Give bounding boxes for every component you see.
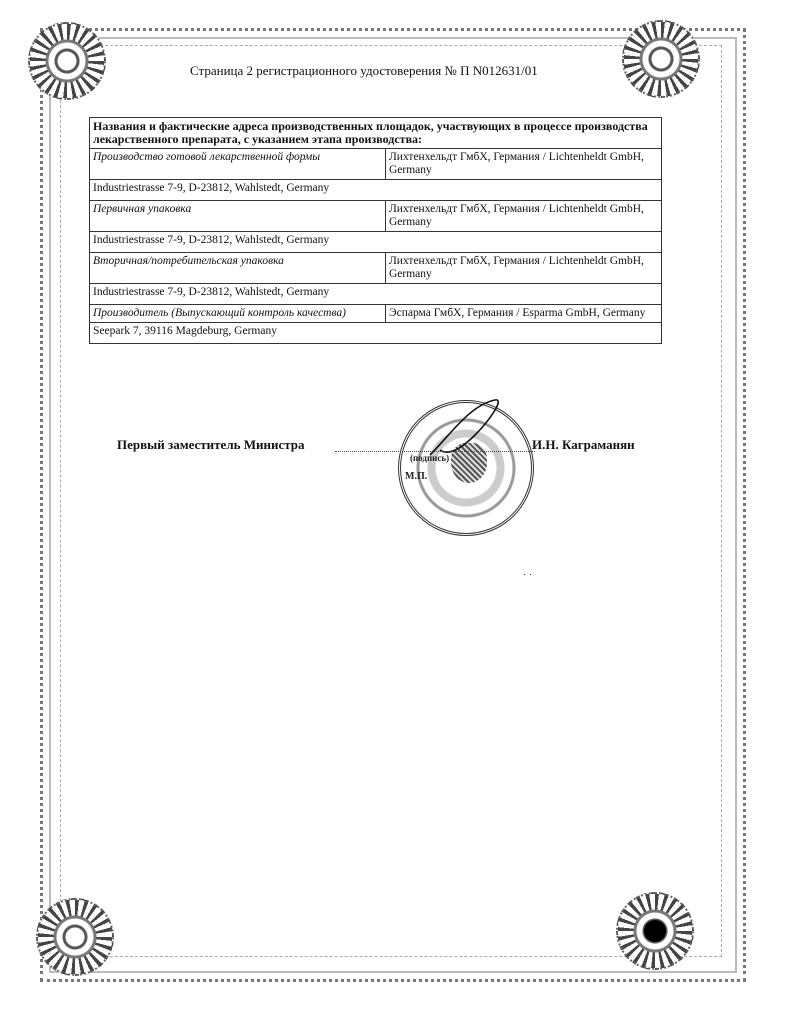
table-heading: Названия и фактические адреса производственных площадок, участвующих в процессе производства лекарственного препарата, с указанием этапа производства: (90, 118, 662, 149)
stage-cell: Вторичная/потребительская упаковка (90, 253, 386, 284)
table-row (90, 232, 662, 253)
signatory-name: И.Н. Каграманян (532, 437, 635, 452)
address-cell: Seepark 7, 39116 Magdeburg, Germany (90, 323, 662, 344)
table-row (90, 323, 662, 344)
stage-cell: Производитель (Выпускающий контроль качества) (90, 305, 386, 323)
table-heading-row (90, 118, 662, 149)
scan-speck: ˙ ˙ (523, 573, 533, 584)
address-cell: Industriestrasse 7-9, D-23812, Wahlstedt, Germany (90, 180, 662, 201)
page-title: Страница 2 регистрационного удостоверения № П N012631/01 (190, 63, 538, 78)
signatory-position: Первый заместитель Министра (117, 437, 305, 452)
corner-rosette-icon (36, 898, 114, 976)
company-cell: Эспарма ГмбХ, Германия / Esparma GmbH, Germany (386, 305, 662, 323)
stage-cell: Производство готовой лекарственной формы (90, 149, 386, 180)
corner-rosette-icon (616, 892, 694, 970)
company-cell: Лихтенхельдт ГмбХ, Германия / Lichtenheldt GmbH, Germany (386, 149, 662, 180)
address-cell: Industriestrasse 7-9, D-23812, Wahlstedt, Germany (90, 284, 662, 305)
stage-cell: Первичная упаковка (90, 201, 386, 232)
address-cell: Industriestrasse 7-9, D-23812, Wahlstedt, Germany (90, 232, 662, 253)
company-cell: Лихтенхельдт ГмбХ, Германия / Lichtenheldt GmbH, Germany (386, 201, 662, 232)
table-row (90, 180, 662, 201)
production-sites-table (89, 117, 662, 344)
signature-line (335, 451, 535, 452)
table-row (90, 284, 662, 305)
corner-rosette-icon (622, 20, 700, 98)
table-row (90, 201, 662, 232)
signature-block (117, 437, 657, 457)
table-row (90, 149, 662, 180)
table-row (90, 253, 662, 284)
corner-rosette-icon (28, 22, 106, 100)
seal-place-label: М.П. (405, 471, 428, 482)
signature-caption: (подпись) (410, 453, 450, 463)
company-cell: Лихтенхельдт ГмбХ, Германия / Lichtenheldt GmbH, Germany (386, 253, 662, 284)
table-row (90, 305, 662, 323)
